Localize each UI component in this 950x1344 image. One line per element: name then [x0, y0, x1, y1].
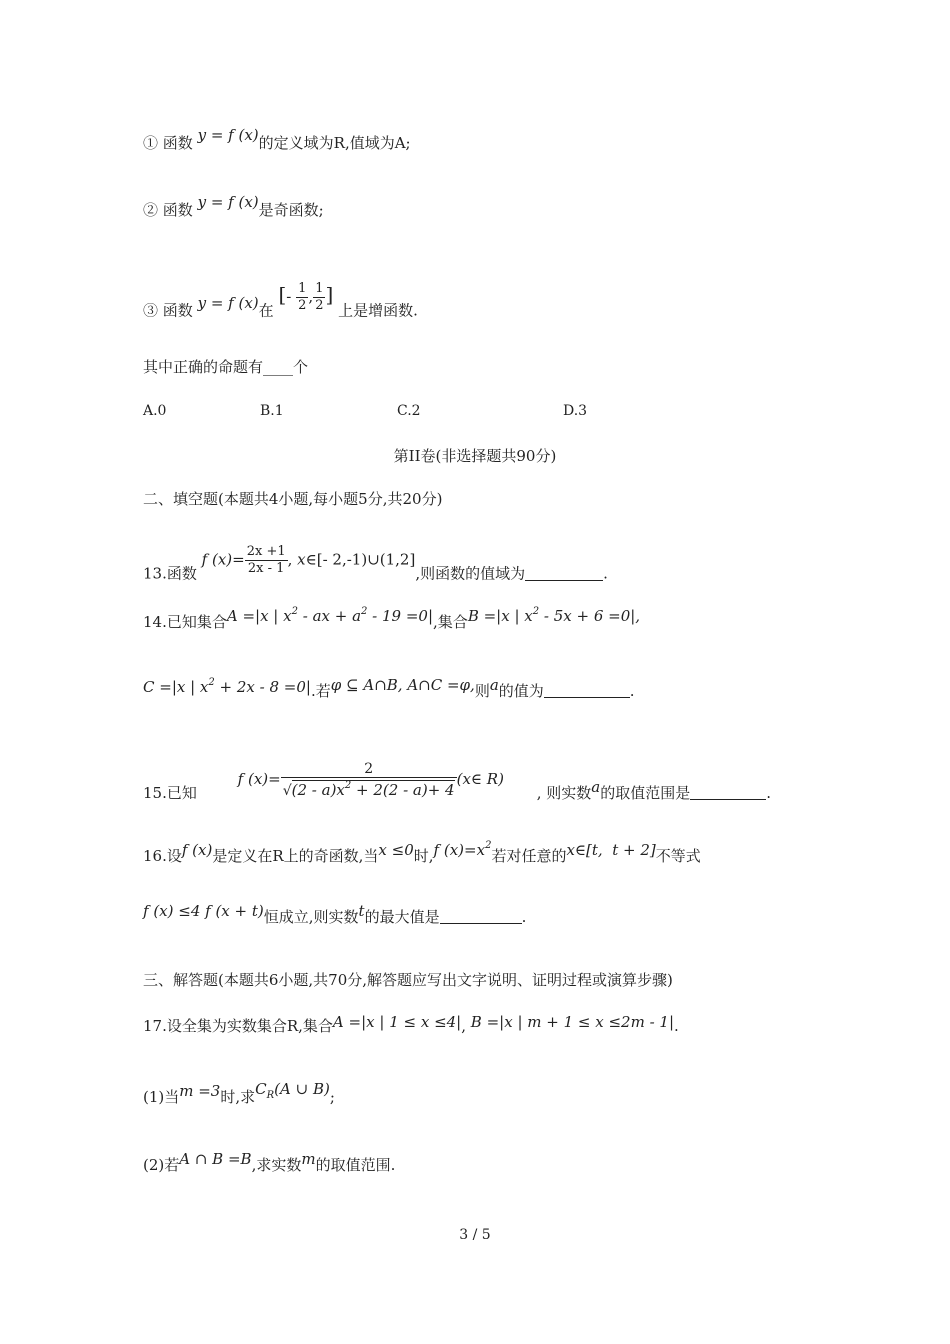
question-15: [143, 761, 772, 813]
q17-2-pre: (2)若: [143, 1156, 180, 1174]
option-b: B.1: [260, 403, 284, 419]
q14-var-a: a: [489, 676, 499, 694]
q15-post2: 的取值范围是: [600, 784, 691, 802]
prop-3-pre: 函数: [162, 301, 193, 320]
question-14: [143, 608, 640, 632]
q15-pre: 15.已知: [143, 784, 197, 802]
answer-section-header: 三、解答题(本题共6小题,共70分,解答题应写出文字说明、证明过程或演算步骤): [143, 971, 673, 989]
q14-then: 则: [474, 682, 490, 700]
q16-answer-blank: [440, 909, 522, 924]
q17-1-condition: m =3: [179, 1082, 221, 1100]
q16-line2-post: 恒成立,则实数: [263, 908, 359, 926]
q16-definition: f $(x)=x^2$: [433, 840, 492, 859]
q16-inequality: f (x) ≤4 f (x + t): [143, 902, 264, 920]
q13-end: .: [603, 564, 608, 583]
prop-1-mark: ①: [143, 134, 159, 152]
q15-post: , 则实数: [536, 784, 592, 802]
q14-mid: ,集合: [433, 613, 468, 631]
q16-var-t: t: [358, 902, 365, 920]
q16-mid2: 时,: [413, 847, 434, 865]
section-2-title: 第II卷(非选择题共90分): [393, 447, 557, 465]
q17-2-condition: A ∩ B =B: [179, 1150, 252, 1168]
prop-3-interval: [- $\frac{1}{2}$ , $\frac{1}{2}$ ]: [278, 281, 334, 313]
q15-formula: f (x)= $\frac{2}{√(2 - a)x^2 + 2(2 - a)+ 4}$ (x∈ R): [237, 761, 504, 799]
q16-line2-post2: 的最大值是: [364, 908, 440, 926]
q13-answer-blank: [525, 566, 603, 581]
question-13: [143, 544, 608, 591]
prop-3-post: 上是增函数.: [338, 301, 418, 320]
fill-in-header: 二、填空题(本题共4小题,每小题5分,共20分): [143, 490, 443, 508]
q13-formula: f (x)= $\frac{2x +1}{2x - 1}$ , x∈[- 2,-1)∪(1,2]: [201, 544, 416, 576]
q14-line2-post: 的值为: [498, 682, 544, 700]
q15-end: .: [766, 784, 772, 802]
prop-1-post: 的定义域为R,值域为A;: [258, 134, 411, 152]
q16-end: .: [521, 908, 527, 926]
prop-2-pre: 函数: [162, 201, 193, 219]
proposition-2: [143, 193, 324, 220]
q14-set-b: B =|x | $x^2 - 5x + 6 =0|$,: [467, 606, 641, 625]
q15-var-a: a: [591, 778, 601, 796]
question-16: [143, 842, 701, 866]
q14-pre: 14.已知集合: [143, 613, 227, 631]
q14-end: .: [629, 682, 635, 700]
q16-mid3: 若对任意的: [491, 847, 567, 865]
option-a: A.0: [143, 403, 167, 419]
page-number: 3 / 5: [459, 1227, 491, 1243]
q14-set-c: C =|x | $x^2 + 2x - 8 =0|$: [143, 677, 311, 696]
proposition-1: [143, 126, 411, 153]
q16-fx: f (x): [181, 841, 213, 859]
q17-sep: ,: [461, 1017, 467, 1035]
q13-post: ,则函数的值域为: [415, 564, 526, 583]
q13-pre: 13.函数: [143, 564, 197, 583]
prop-3-mark: ③: [143, 301, 159, 320]
q14-set-a: A =|x | $x^2$ - ax + $a^2 - 19 =0|$: [226, 606, 434, 625]
q17-2-var-m: m: [301, 1150, 316, 1168]
q17-set-b: B =|x | m + 1 ≤ x ≤2m - 1|: [466, 1013, 675, 1031]
prop-3-mid: 在: [258, 301, 274, 320]
question-16-line-2: [143, 902, 527, 927]
q17-1-mid: 时,求: [220, 1088, 256, 1106]
prop-2-post: 是奇函数;: [258, 201, 324, 219]
question-prompt: 其中正确的命题有____个: [143, 358, 309, 376]
q14-condition: φ ⊆ A∩B, A∩C =φ,: [330, 676, 475, 694]
q16-mid1: 是定义在R上的奇函数,当: [212, 847, 379, 865]
q16-pre: 16.设: [143, 847, 182, 865]
question-17-part-2: [143, 1150, 396, 1175]
question-14-line-2: [143, 677, 635, 701]
q14-line2-mid: .若: [310, 682, 331, 700]
q14-answer-blank: [544, 683, 630, 698]
q17-1-expression: $C_R(A$ ∪ B): [255, 1080, 330, 1101]
q15-answer-blank: [690, 785, 766, 800]
q16-mid4: 不等式: [655, 847, 701, 865]
q17-pre: 17.设全集为实数集合R,集合: [143, 1017, 333, 1035]
prop-1-formula: y = f (x): [197, 126, 259, 144]
prop-3-formula: y = f (x): [197, 293, 259, 312]
option-c: C.2: [397, 403, 421, 419]
q17-set-a: A =|x | 1 ≤ x ≤4|: [332, 1013, 462, 1031]
prop-2-mark: ②: [143, 201, 159, 219]
q16-interval: x∈[t, t + 2]: [566, 841, 656, 859]
prop-2-formula: y = f (x): [197, 193, 259, 211]
q17-1-pre: (1)当: [143, 1088, 180, 1106]
q17-1-end: ;: [329, 1088, 335, 1106]
question-17: [143, 1013, 679, 1036]
q17-end: .: [674, 1017, 679, 1035]
q17-2-mid: ,求实数: [251, 1156, 302, 1174]
proposition-3: [143, 281, 418, 328]
prop-1-pre: 函数: [162, 134, 193, 152]
option-d: D.3: [563, 403, 588, 419]
q16-condition: x ≤0: [378, 841, 414, 859]
question-17-part-1: [143, 1080, 335, 1114]
q17-2-post: 的取值范围.: [315, 1156, 396, 1174]
